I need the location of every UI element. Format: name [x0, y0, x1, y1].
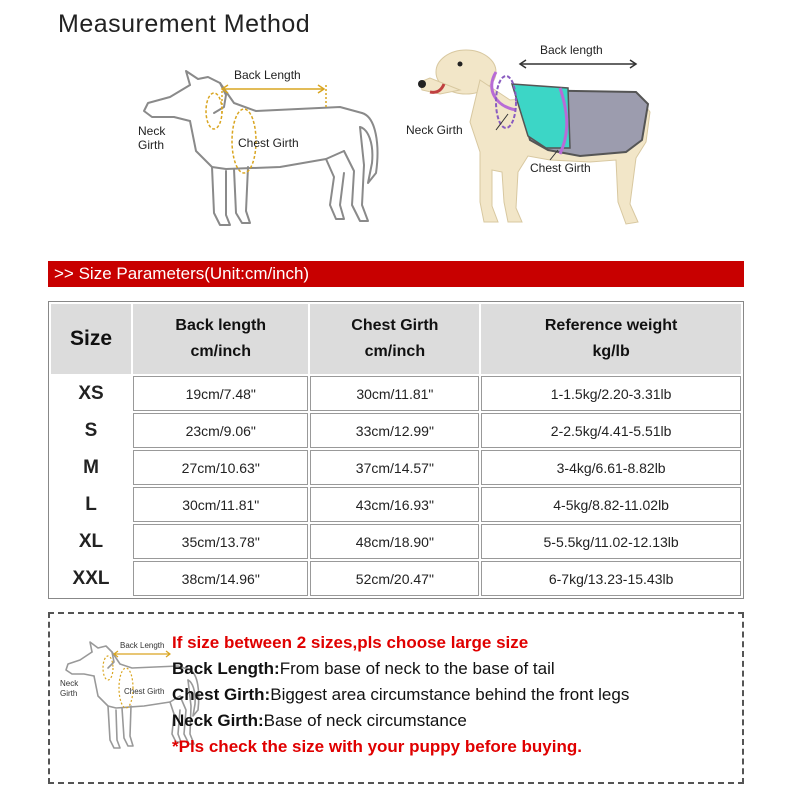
neck-girth-label-2: Girth [138, 138, 165, 152]
header-chest-girth-title: Chest Girth [351, 317, 439, 334]
header-back-length-title: Back length [175, 317, 267, 334]
small-chest-girth-label: Chest Girth [124, 687, 165, 696]
dog-harness-photo [400, 32, 670, 252]
size-parameters-banner: >> Size Parameters(Unit:cm/inch) [48, 261, 744, 287]
chest-girth-cell: 43cm/16.93" [310, 487, 479, 522]
back-length-note-text: From base of neck to the base of tail [279, 659, 555, 678]
chest-girth-note-label: Chest Girth: [172, 685, 271, 704]
back-length-cell: 35cm/13.78" [133, 524, 308, 559]
weight-cell: 1-1.5kg/2.20-3.31lb [481, 376, 741, 411]
header-back-length-unit: cm/inch [190, 343, 251, 360]
size-cell: L [85, 493, 97, 515]
back-length-cell: 19cm/7.48" [133, 376, 308, 411]
size-tip: If size between 2 sizes,pls choose large size [172, 633, 529, 652]
table-row [51, 413, 741, 448]
table-header-row [51, 304, 741, 374]
header-chest-girth-unit: cm/inch [364, 343, 426, 360]
back-length-note [172, 659, 555, 679]
harness-back-length-label: Back length [540, 43, 603, 57]
neck-girth-label-1: Neck [138, 124, 166, 138]
size-cell: M [83, 456, 99, 478]
small-neck-label-1: Neck [60, 679, 79, 688]
neck-girth-note [172, 711, 467, 731]
table-row [51, 376, 741, 411]
table-row [51, 561, 741, 596]
back-length-label: Back Length [234, 68, 301, 82]
size-cell: S [84, 419, 98, 441]
weight-cell: 2-2.5kg/4.41-5.51lb [481, 413, 741, 448]
chest-girth-note [172, 685, 629, 705]
weight-cell: 4-5kg/8.82-11.02lb [481, 487, 741, 522]
size-table [48, 301, 744, 599]
back-length-cell: 30cm/11.81" [133, 487, 308, 522]
table-row [51, 450, 741, 485]
chest-girth-note-text: Biggest area circumstance behind the front legs [270, 685, 630, 704]
back-length-cell: 23cm/9.06" [133, 413, 308, 448]
small-neck-label-2: Girth [60, 689, 78, 698]
small-back-length-label: Back Length [120, 641, 165, 650]
back-length-cell: 27cm/10.63" [133, 450, 308, 485]
header-size: Size [51, 304, 131, 374]
chest-girth-cell: 30cm/11.81" [310, 376, 479, 411]
weight-cell: 6-7kg/13.23-15.43lb [481, 561, 741, 596]
size-warning: *Pls check the size with your puppy before buying. [172, 737, 582, 756]
neck-girth-note-text: Base of neck circumstance [263, 711, 467, 730]
back-length-note-label: Back Length: [172, 659, 280, 678]
page-title: Measurement Method [58, 10, 311, 38]
header-reference-weight [481, 304, 741, 374]
neck-girth-note-label: Neck Girth: [172, 711, 264, 730]
size-cell: XL [78, 530, 104, 552]
table-row [51, 487, 741, 522]
size-cell: XS [78, 382, 104, 404]
size-cell: XXL [72, 567, 110, 589]
table-row [51, 524, 741, 559]
chest-girth-cell: 52cm/20.47" [310, 561, 479, 596]
back-length-cell: 38cm/14.96" [133, 561, 308, 596]
weight-cell: 3-4kg/6.61-8.82lb [481, 450, 741, 485]
chest-girth-label: Chest Girth [238, 136, 299, 150]
chest-girth-cell: 33cm/12.99" [310, 413, 479, 448]
harness-neck-girth-label: Neck Girth [406, 123, 463, 137]
harness-chest-girth-label: Chest Girth [530, 161, 591, 175]
weight-cell: 5-5.5kg/11.02-12.13lb [481, 524, 741, 559]
header-weight-title: Reference weight [544, 317, 678, 334]
header-chest-girth [310, 304, 479, 374]
chest-girth-cell: 48cm/18.90" [310, 524, 479, 559]
header-weight-unit: kg/lb [592, 343, 630, 360]
chest-girth-cell: 37cm/14.57" [310, 450, 479, 485]
dog-outline-diagram [130, 55, 390, 255]
header-back-length [133, 304, 308, 374]
